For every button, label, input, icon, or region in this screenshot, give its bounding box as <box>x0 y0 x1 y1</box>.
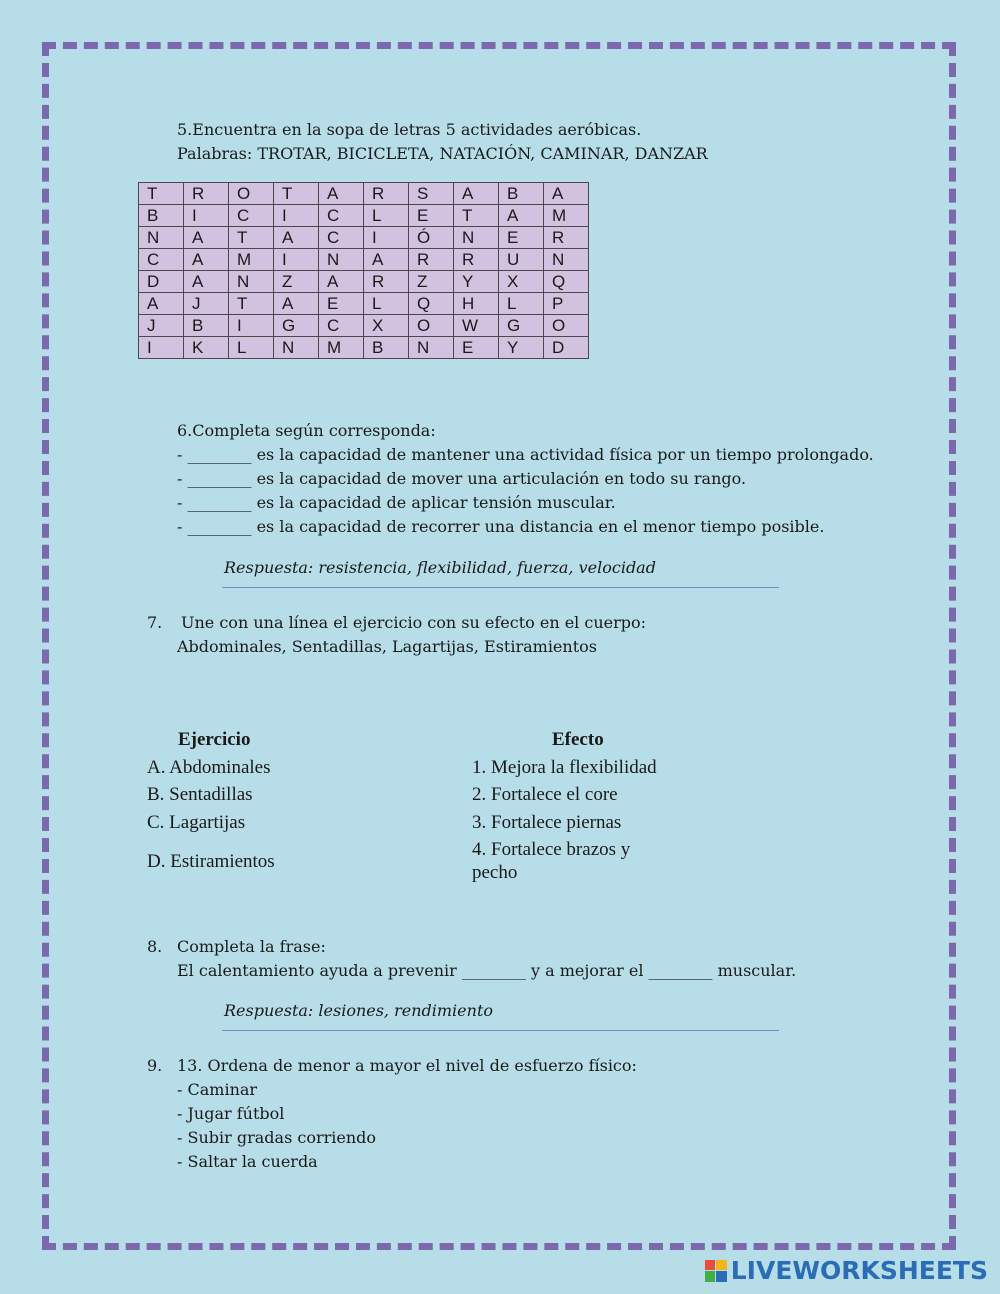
word-search-grid[interactable] <box>138 182 589 359</box>
grid-cell[interactable]: A <box>544 183 589 205</box>
grid-row <box>139 315 589 337</box>
grid-cell[interactable]: A <box>184 227 229 249</box>
grid-cell[interactable]: D <box>544 337 589 359</box>
grid-cell[interactable]: R <box>544 227 589 249</box>
grid-cell[interactable]: T <box>139 183 184 205</box>
grid-cell[interactable]: Y <box>454 271 499 293</box>
q6-line: - ________ es la capacidad de mover una articulación en todo su rango. <box>177 469 747 488</box>
q8-answer: Respuesta: lesiones, rendimiento <box>224 1001 494 1020</box>
exercise-item[interactable]: A. Abdominales <box>147 757 271 778</box>
grid-cell[interactable]: I <box>229 315 274 337</box>
grid-cell[interactable]: R <box>184 183 229 205</box>
grid-cell[interactable]: T <box>229 227 274 249</box>
grid-cell[interactable]: O <box>409 315 454 337</box>
grid-cell[interactable]: X <box>499 271 544 293</box>
brand-name: LIVEWORKSHEETS <box>730 1256 988 1285</box>
effect-item[interactable]: 3. Fortalece piernas <box>472 812 622 833</box>
grid-cell[interactable]: M <box>544 205 589 227</box>
grid-cell[interactable]: A <box>184 271 229 293</box>
q8-title: Completa la frase: <box>177 937 326 956</box>
grid-cell[interactable]: B <box>499 183 544 205</box>
grid-cell[interactable]: A <box>274 293 319 315</box>
grid-row <box>139 249 589 271</box>
grid-cell[interactable]: D <box>139 271 184 293</box>
q9-item: - Caminar <box>177 1080 258 1099</box>
grid-cell[interactable]: B <box>184 315 229 337</box>
grid-cell[interactable]: A <box>319 271 364 293</box>
grid-cell[interactable]: N <box>544 249 589 271</box>
grid-cell[interactable]: E <box>409 205 454 227</box>
grid-cell[interactable]: T <box>454 205 499 227</box>
grid-cell[interactable]: Ó <box>409 227 454 249</box>
grid-cell[interactable]: K <box>184 337 229 359</box>
grid-cell[interactable]: S <box>409 183 454 205</box>
grid-row <box>139 205 589 227</box>
grid-cell[interactable]: U <box>499 249 544 271</box>
grid-row <box>139 271 589 293</box>
grid-cell[interactable]: A <box>184 249 229 271</box>
grid-cell[interactable]: J <box>139 315 184 337</box>
grid-cell[interactable]: L <box>364 205 409 227</box>
grid-cell[interactable]: C <box>319 227 364 249</box>
grid-cell[interactable]: T <box>229 293 274 315</box>
effect-item[interactable]: 1. Mejora la flexibilidad <box>472 757 657 778</box>
grid-cell[interactable]: I <box>184 205 229 227</box>
grid-row <box>139 227 589 249</box>
grid-cell[interactable]: R <box>409 249 454 271</box>
grid-cell[interactable]: N <box>229 271 274 293</box>
grid-cell[interactable]: N <box>274 337 319 359</box>
grid-cell[interactable]: L <box>499 293 544 315</box>
exercise-item[interactable]: C. Lagartijas <box>147 812 246 833</box>
q8-number: 8. <box>147 937 163 956</box>
grid-cell[interactable]: N <box>409 337 454 359</box>
grid-cell[interactable]: J <box>184 293 229 315</box>
grid-cell[interactable]: C <box>229 205 274 227</box>
liveworksheets-logo[interactable] <box>705 1256 988 1285</box>
exercise-item[interactable]: B. Sentadillas <box>147 784 253 805</box>
effect-item[interactable]: 2. Fortalece el core <box>472 784 618 805</box>
grid-cell[interactable]: O <box>544 315 589 337</box>
grid-cell[interactable]: M <box>229 249 274 271</box>
grid-cell[interactable]: B <box>139 205 184 227</box>
exercise-item[interactable]: D. Estiramientos <box>147 851 275 872</box>
grid-cell[interactable]: R <box>364 271 409 293</box>
grid-cell[interactable]: E <box>454 337 499 359</box>
grid-cell[interactable]: E <box>499 227 544 249</box>
grid-cell[interactable]: Q <box>544 271 589 293</box>
q5-title: 5.Encuentra en la sopa de letras 5 actividades aeróbicas. <box>177 120 642 139</box>
q9-item: - Subir gradas corriendo <box>177 1128 377 1147</box>
grid-cell[interactable]: A <box>364 249 409 271</box>
grid-cell[interactable]: I <box>274 205 319 227</box>
grid-cell[interactable]: R <box>454 249 499 271</box>
grid-cell[interactable]: N <box>319 249 364 271</box>
q5-words: Palabras: TROTAR, BICICLETA, NATACIÓN, CAMINAR, DANZAR <box>177 144 708 163</box>
grid-cell[interactable]: I <box>139 337 184 359</box>
grid-cell[interactable]: M <box>319 337 364 359</box>
answer-underline <box>222 1030 779 1031</box>
grid-row <box>139 337 589 359</box>
grid-cell[interactable]: L <box>229 337 274 359</box>
grid-row <box>139 183 589 205</box>
grid-cell[interactable]: H <box>454 293 499 315</box>
q6-line: - ________ es la capacidad de recorrer una distancia en el menor tiempo posible. <box>177 517 825 536</box>
grid-cell[interactable]: W <box>454 315 499 337</box>
grid-cell[interactable]: E <box>319 293 364 315</box>
q7-title: Une con una línea el ejercicio con su efecto en el cuerpo: <box>181 613 647 632</box>
col-header-ejercicio: Ejercicio <box>178 729 251 750</box>
grid-cell[interactable]: L <box>364 293 409 315</box>
effect-item-continued: pecho <box>472 862 518 883</box>
grid-cell[interactable]: A <box>454 183 499 205</box>
effect-item[interactable]: 4. Fortalece brazos y <box>472 839 631 860</box>
grid-row <box>139 293 589 315</box>
grid-cell[interactable]: I <box>364 227 409 249</box>
grid-cell[interactable]: T <box>274 183 319 205</box>
grid-cell[interactable]: C <box>319 315 364 337</box>
grid-cell[interactable]: A <box>499 205 544 227</box>
grid-cell[interactable]: G <box>274 315 319 337</box>
q6-title: 6.Completa según corresponda: <box>177 421 436 440</box>
col-header-efecto: Efecto <box>552 729 604 750</box>
q9-item: - Jugar fútbol <box>177 1104 285 1123</box>
grid-cell[interactable]: Z <box>409 271 454 293</box>
grid-cell[interactable]: C <box>319 205 364 227</box>
q6-line: - ________ es la capacidad de mantener una actividad física por un tiempo prolongado. <box>177 445 874 464</box>
q9-item: - Saltar la cuerda <box>177 1152 318 1171</box>
grid-cell[interactable]: A <box>319 183 364 205</box>
q9-number: 9. <box>147 1056 163 1075</box>
grid-cell[interactable]: A <box>274 227 319 249</box>
q6-answer: Respuesta: resistencia, flexibilidad, fuerza, velocidad <box>224 558 656 577</box>
grid-cell[interactable]: Z <box>274 271 319 293</box>
q9-title: 13. Ordena de menor a mayor el nivel de esfuerzo físico: <box>177 1056 637 1075</box>
q6-line: - ________ es la capacidad de aplicar tensión muscular. <box>177 493 616 512</box>
q7-list: Abdominales, Sentadillas, Lagartijas, Estiramientos <box>177 637 597 656</box>
grid-cell[interactable]: A <box>139 293 184 315</box>
answer-underline <box>222 587 779 588</box>
grid-cell[interactable]: N <box>454 227 499 249</box>
grid-cell[interactable]: X <box>364 315 409 337</box>
q7-number: 7. <box>147 613 163 632</box>
q8-sentence: El calentamiento ayuda a prevenir ________ y a mejorar el ________ muscular. <box>177 961 797 980</box>
grid-cell[interactable]: O <box>229 183 274 205</box>
grid-cell[interactable]: N <box>139 227 184 249</box>
grid-cell[interactable]: R <box>364 183 409 205</box>
grid-cell[interactable]: B <box>364 337 409 359</box>
grid-cell[interactable]: Y <box>499 337 544 359</box>
grid-cell[interactable]: G <box>499 315 544 337</box>
grid-cell[interactable]: I <box>274 249 319 271</box>
liveworksheets-logo-icon <box>705 1260 727 1282</box>
grid-cell[interactable]: P <box>544 293 589 315</box>
grid-cell[interactable]: Q <box>409 293 454 315</box>
grid-cell[interactable]: C <box>139 249 184 271</box>
